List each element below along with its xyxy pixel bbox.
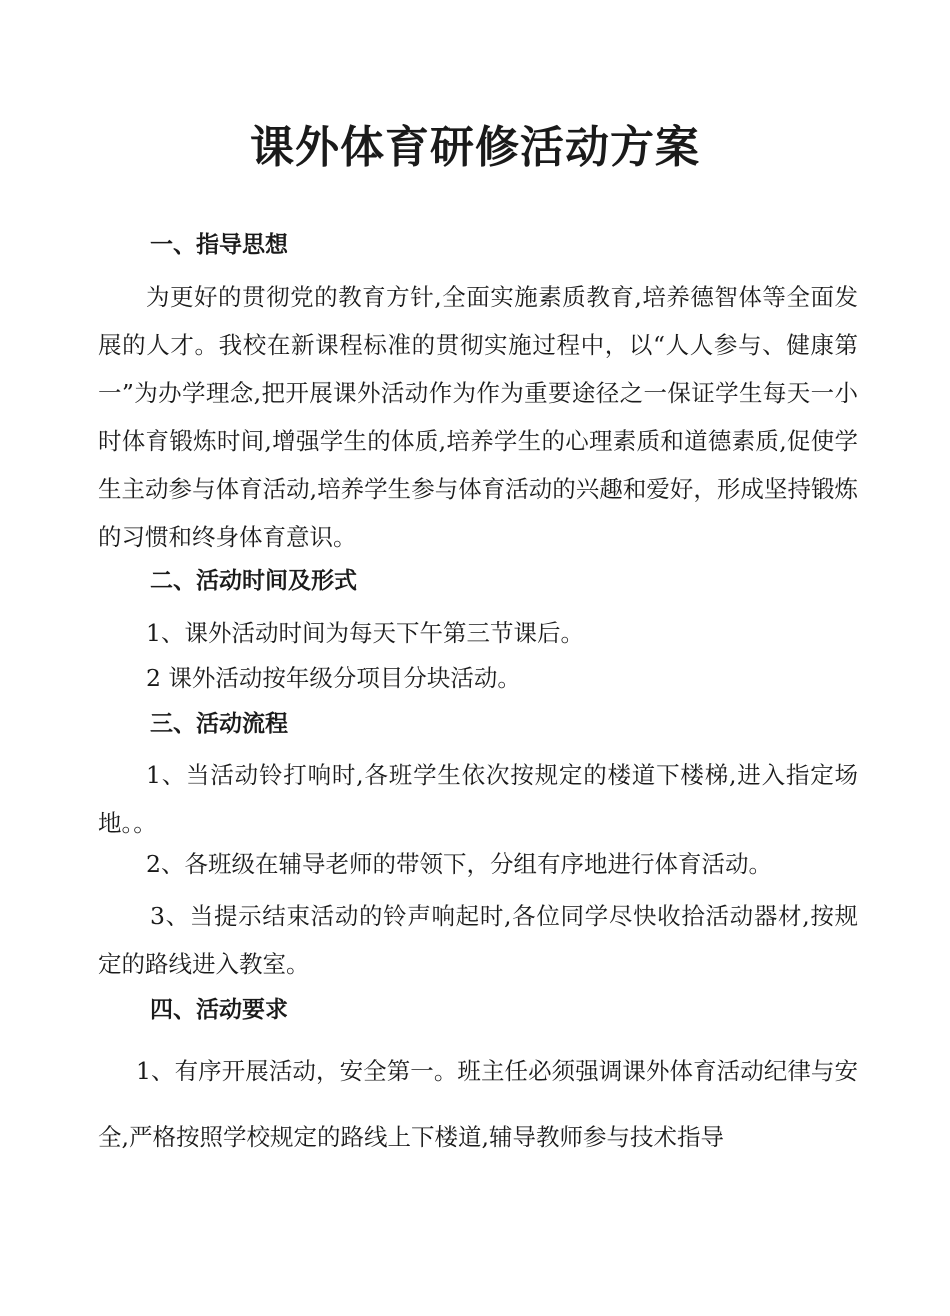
document-title: 课外体育研修活动方案	[250, 122, 700, 173]
section-heading-activity-requirements: 四、活动要求	[150, 997, 288, 1023]
paragraph-guiding-ideology: 为更好的贯彻党的教育方针,全面实施素质教育,培养德智体等全面发展的人才。我校在新课程标准的贯彻实施过程中，以“人人参与、健康第一”为办学理念,把开展课外活动作为作为重要途径之一保证学生每天一小时体育锻炼时间,增强学生的体质,培养学生的心理素质和道德素质,促使学生主动参与体育活动,培养学生参与体育活动的兴趣和爱好，形成坚持锻炼的习惯和终身体育意识。	[98, 283, 858, 551]
paragraph-process-step-1: 1、当活动铃打响时,各班学生依次按规定的楼道下楼梯,进入指定场地。。	[98, 761, 858, 837]
section-heading-guiding-ideology: 一、指导思想	[150, 232, 288, 258]
paragraph-requirement-1: 1、有序开展活动，安全第一。班主任必须强调课外体育活动纪律与安全,严格按照学校规定的路线上下楼道,辅导教师参与技术指导	[98, 1057, 858, 1151]
paragraph-activity-time: 1、课外活动时间为每天下午第三节课后。	[146, 619, 584, 647]
paragraph-process-step-3: 3、当提示结束活动的铃声响起时,各位同学尽快收拾活动器材,按规定的路线进入教室。	[98, 902, 858, 978]
paragraph-process-step-2: 2、各班级在辅导老师的带领下，分组有序地进行体育活动。	[146, 850, 772, 878]
paragraph-activity-form: 2 课外活动按年级分项目分块活动。	[146, 664, 521, 692]
section-heading-time-and-form: 二、活动时间及形式	[150, 568, 357, 594]
section-heading-activity-process: 三、活动流程	[150, 711, 288, 737]
